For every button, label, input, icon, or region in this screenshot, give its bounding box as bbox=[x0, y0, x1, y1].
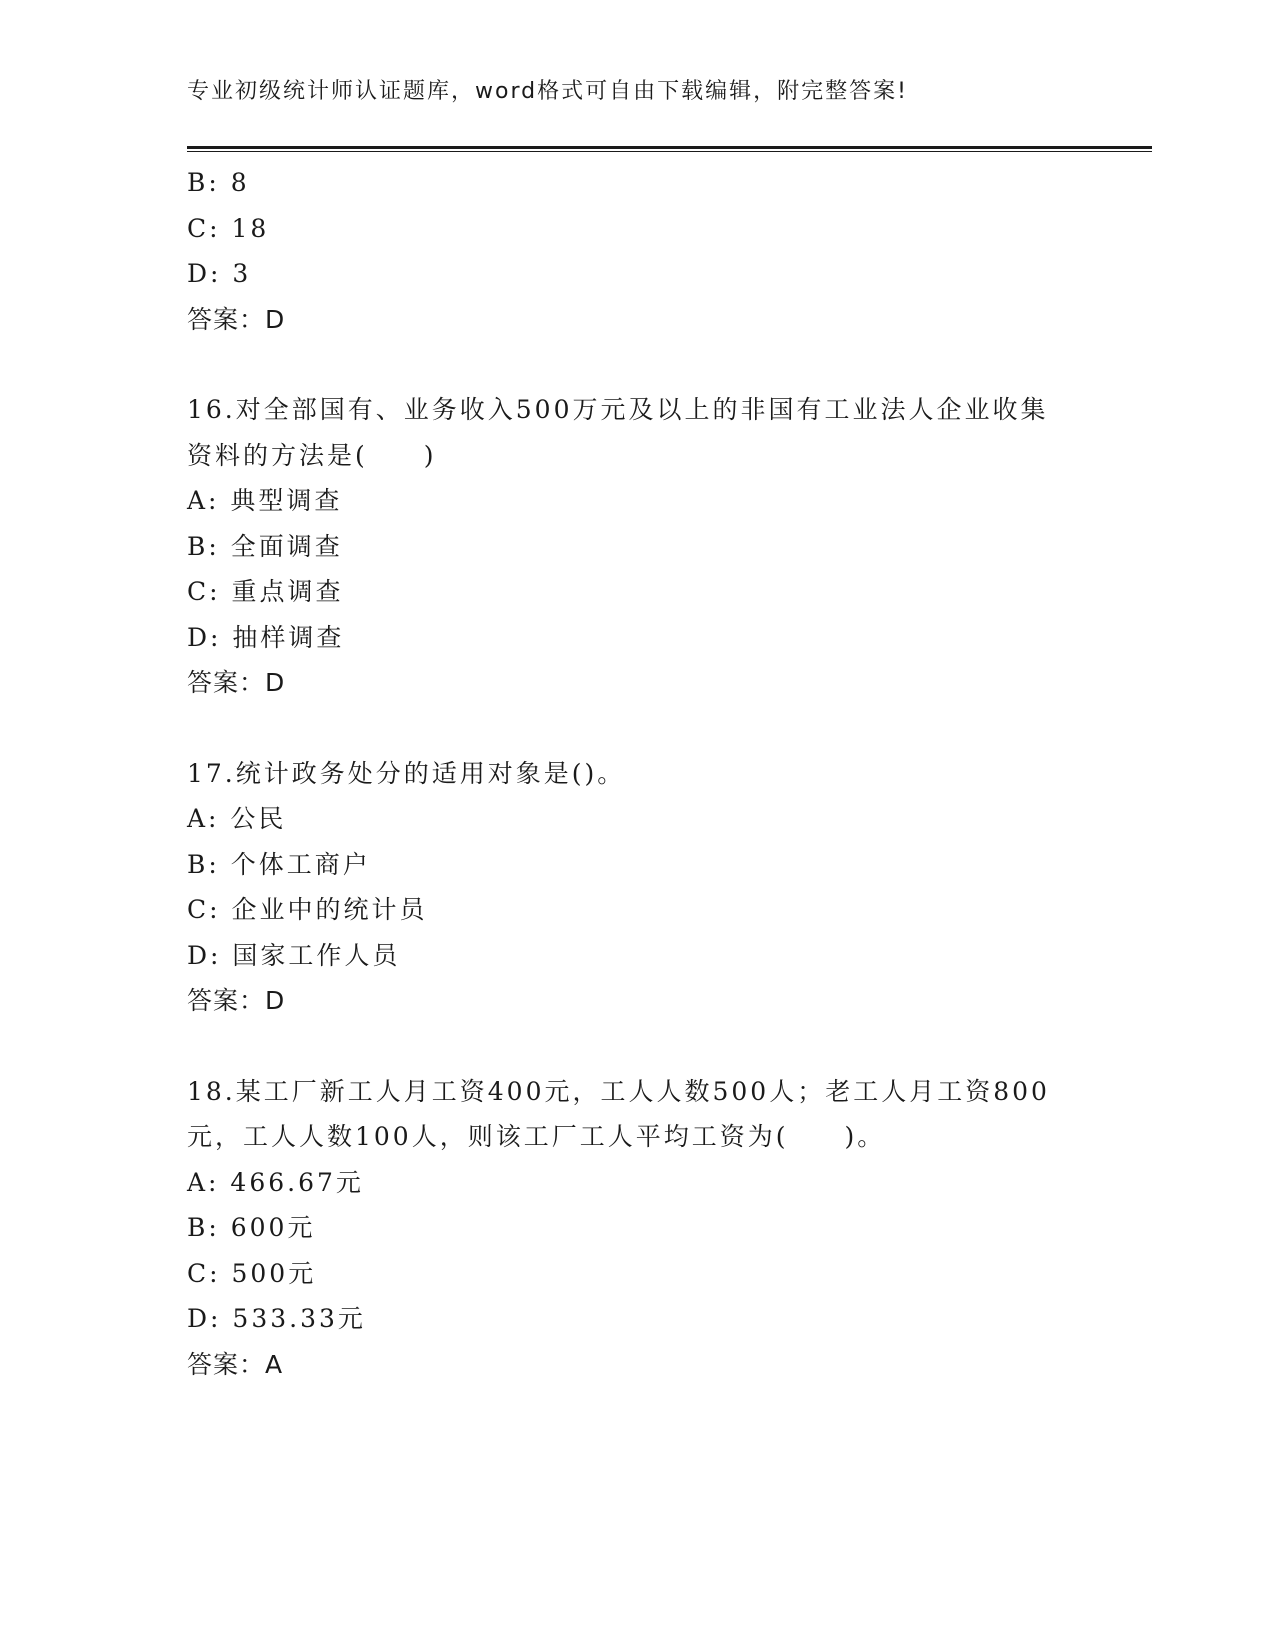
q16-stem-line-2: 资料的方法是( ) bbox=[187, 440, 437, 470]
q16-answer: 答案：D bbox=[187, 668, 286, 697]
q15-answer: 答案：D bbox=[187, 304, 286, 334]
q16-option-c: C: 重点调查 bbox=[187, 577, 344, 606]
q16-stem-line-1: 16.对全部国有、业务收入500万元及以上的非国有工业法人企业收集 bbox=[187, 395, 1049, 424]
q18-option-a: A: 466.67元 bbox=[187, 1167, 364, 1197]
spacer bbox=[187, 706, 1087, 751]
q15-option-c: C: 18 bbox=[187, 213, 270, 243]
q15-option-d: D: 3 bbox=[187, 259, 252, 288]
q18-stem-line-2: 元，工人人数100人，则该工厂工人平均工资为( )。 bbox=[187, 1122, 886, 1151]
header-rule-thick bbox=[187, 146, 1152, 149]
q18-option-b: B: 600元 bbox=[187, 1213, 316, 1242]
q17-answer: 答案：D bbox=[187, 986, 286, 1015]
spacer bbox=[187, 342, 1087, 387]
page-header: 专业初级统计师认证题库，word格式可自由下载编辑，附完整答案! bbox=[187, 79, 908, 104]
q18-stem-line-1: 18.某工厂新工人月工资400元，工人人数500人；老工人月工资800 bbox=[187, 1076, 1050, 1106]
q17-option-d: D: 国家工作人员 bbox=[187, 940, 401, 970]
q16-option-a: A: 典型调查 bbox=[187, 486, 343, 515]
q16-option-d: D: 抽样调查 bbox=[187, 622, 345, 652]
question-content bbox=[187, 160, 1087, 1387]
q18-answer: 答案：A bbox=[187, 1349, 284, 1379]
q17-option-c: C: 企业中的统计员 bbox=[187, 895, 428, 924]
q18-option-d: D: 533.33元 bbox=[187, 1304, 366, 1333]
q18-option-c: C: 500元 bbox=[187, 1258, 317, 1288]
q17-option-b: B: 个体工商户 bbox=[187, 849, 371, 879]
q17-option-a: A: 公民 bbox=[187, 804, 287, 833]
spacer bbox=[187, 1024, 1087, 1069]
q16-option-b: B: 全面调查 bbox=[187, 531, 343, 561]
q15-option-b: B: 8 bbox=[187, 168, 250, 197]
q17-stem: 17.统计政务处分的适用对象是()。 bbox=[187, 758, 626, 788]
header-rule-thin bbox=[187, 151, 1152, 152]
